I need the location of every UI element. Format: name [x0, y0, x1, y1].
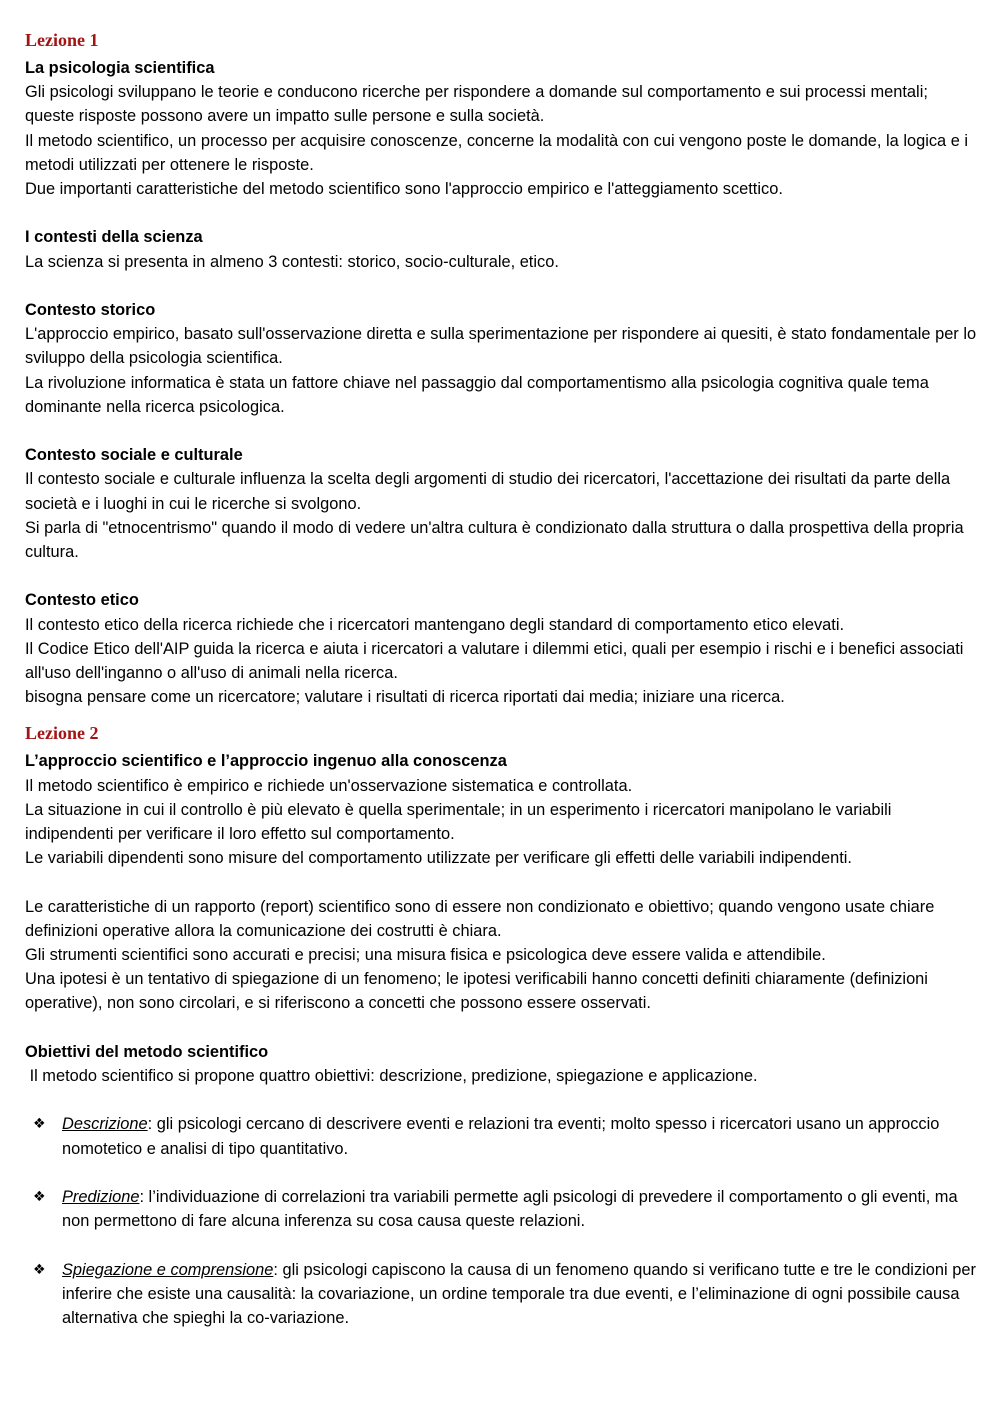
paragraph: Il contesto etico della ricerca richiede che i ricercatori mantengano degli standard di comportamento etico elevati. [25, 615, 845, 634]
term: Predizione [62, 1188, 140, 1207]
section-heading: Contesto etico [25, 591, 139, 610]
paragraph: L'approccio empirico, basato sull'osservazione diretta e sulla sperimentazione per rispondere ai quesiti, è stato fondamentale per lo sviluppo della psicologia scientifica. [25, 325, 977, 368]
section-contesto-storico [25, 298, 980, 419]
paragraph: Due importanti caratteristiche del metodo scientifico sono l'approccio empirico e l'atteggiamento scettico. [25, 180, 783, 199]
paragraph: Si parla di "etnocentrismo" quando il modo di vedere un'altra cultura è condizionato dalla struttura o dalla prospettiva della propria cultura. [25, 518, 964, 562]
section-contesto-sociale [25, 443, 980, 564]
paragraph: Una ipotesi è un tentativo di spiegazione di un fenomeno; le ipotesi verificabili hanno concetti definiti chiaramente (definizioni operative), non sono circolari, e si riferiscono a concetti che possono essere osservati. [25, 970, 928, 1013]
lesson-1-title: Lezione 1 [25, 30, 99, 50]
objectives-list [25, 1112, 980, 1330]
bullet-text: : l’individuazione di correlazioni tra variabili permette agli psicologi di prevedere il comportamento o gli eventi, ma non permettono di fare alcuna inferenza su cosa causa queste relazioni. [62, 1188, 958, 1231]
paragraph: Il contesto sociale e culturale influenza la scelta degli argomenti di studio dei ricercatori, l'accettazione dei risultati da parte della società e i luoghi in cui le ricerche si svolgono. [25, 470, 951, 513]
section-heading: La psicologia scientifica [25, 59, 215, 77]
paragraph: La scienza si presenta in almeno 3 contesti: storico, socio-culturale, etico. [25, 252, 559, 271]
lesson-2-title: Lezione 2 [25, 723, 99, 744]
bullet-text: : gli psicologi cercano di descrivere eventi e relazioni tra eventi; molto spesso i ricercatori usano un approccio nomotetico e analisi di tipo quantitativo. [62, 1115, 940, 1158]
section-heading: I contesti della scienza [25, 228, 203, 247]
diamond-bullet-icon: ❖ [33, 1116, 46, 1133]
paragraph: Il Codice Etico dell'AIP guida la ricerca e aiuta i ricercatori a valutare i dilemmi etici, quali per esempio i rischi e i benefici associati all'uso dell'inganno o all'uso di animali nella ricerca. [25, 639, 964, 683]
paragraph: Il metodo scientifico si propone quattro obiettivi: descrizione, predizione, spiegazione e applicazione. [25, 1067, 758, 1086]
diamond-bullet-icon: ❖ [33, 1261, 46, 1278]
document-page [25, 22, 980, 1354]
paragraph: Le variabili dipendenti sono misure del comportamento utilizzate per verificare gli effetti delle variabili indipendenti. [25, 849, 852, 868]
paragraph: bisogna pensare come un ricercatore; valutare i risultati di ricerca riportati dai media; iniziare una ricerca. [25, 688, 785, 707]
diamond-bullet-icon: ❖ [33, 1189, 46, 1206]
paragraph: Gli strumenti scientifici sono accurati e precisi; una misura fisica e psicologica deve essere valida e attendibile. [25, 946, 826, 965]
section-heading: Obiettivi del metodo scientifico [25, 1042, 269, 1061]
term: Spiegazione e comprensione [62, 1260, 274, 1279]
paragraph: Il metodo scientifico è empirico e richiede un'osservazione sistematica e controllata. [25, 776, 633, 795]
bullet-text: : gli psicologi capiscono la causa di un fenomeno quando si verificano tutte e tre le condizioni per inferire che esiste una causalità: la covariazione, un ordine temporale tra due eventi, e l’eliminazione di ogni possibile causa alternativa che spieghi la co-variazione. [62, 1260, 976, 1328]
list-item [25, 1185, 980, 1233]
list-item [25, 1112, 980, 1160]
section-contesti-scienza [25, 225, 980, 273]
section-psicologia-scientifica [25, 56, 980, 201]
list-item [25, 1258, 980, 1331]
paragraph: La rivoluzione informatica è stata un fattore chiave nel passaggio dal comportamentismo alla psicologia cognitiva quale tema dominante nella ricerca psicologica. [25, 373, 929, 416]
term: Descrizione [62, 1115, 148, 1134]
section-heading: Contesto storico [25, 301, 156, 319]
section-heading: Contesto sociale e culturale [25, 446, 243, 465]
paragraph: La situazione in cui il controllo è più elevato è quella sperimentale; in un esperimento i ricercatori manipolano le variabili indipendenti per verificare il loro effetto sul comportamento. [25, 800, 892, 844]
paragraph: Gli psicologi sviluppano le teorie e conducono ricerche per rispondere a domande sul comportamento e sui processi mentali; queste risposte possono avere un impatto sulle persone e sulla società. [25, 83, 928, 126]
section-obiettivi [25, 1040, 980, 1330]
section-approccio-scientifico [25, 749, 980, 1015]
paragraph: Le caratteristiche di un rapporto (report) scientifico sono di essere non condizionato e obiettivo; quando vengono usate chiare definizioni operative allora la comunicazione dei costrutti è chiara. [25, 897, 935, 940]
paragraph: Il metodo scientifico, un processo per acquisire conoscenze, concerne la modalità con cui vengono poste le domande, la logica e i metodi utilizzati per ottenere le risposte. [25, 131, 969, 174]
section-heading: L’approccio scientifico e l’approccio ingenuo alla conoscenza [25, 752, 507, 771]
section-contesto-etico [25, 588, 980, 709]
